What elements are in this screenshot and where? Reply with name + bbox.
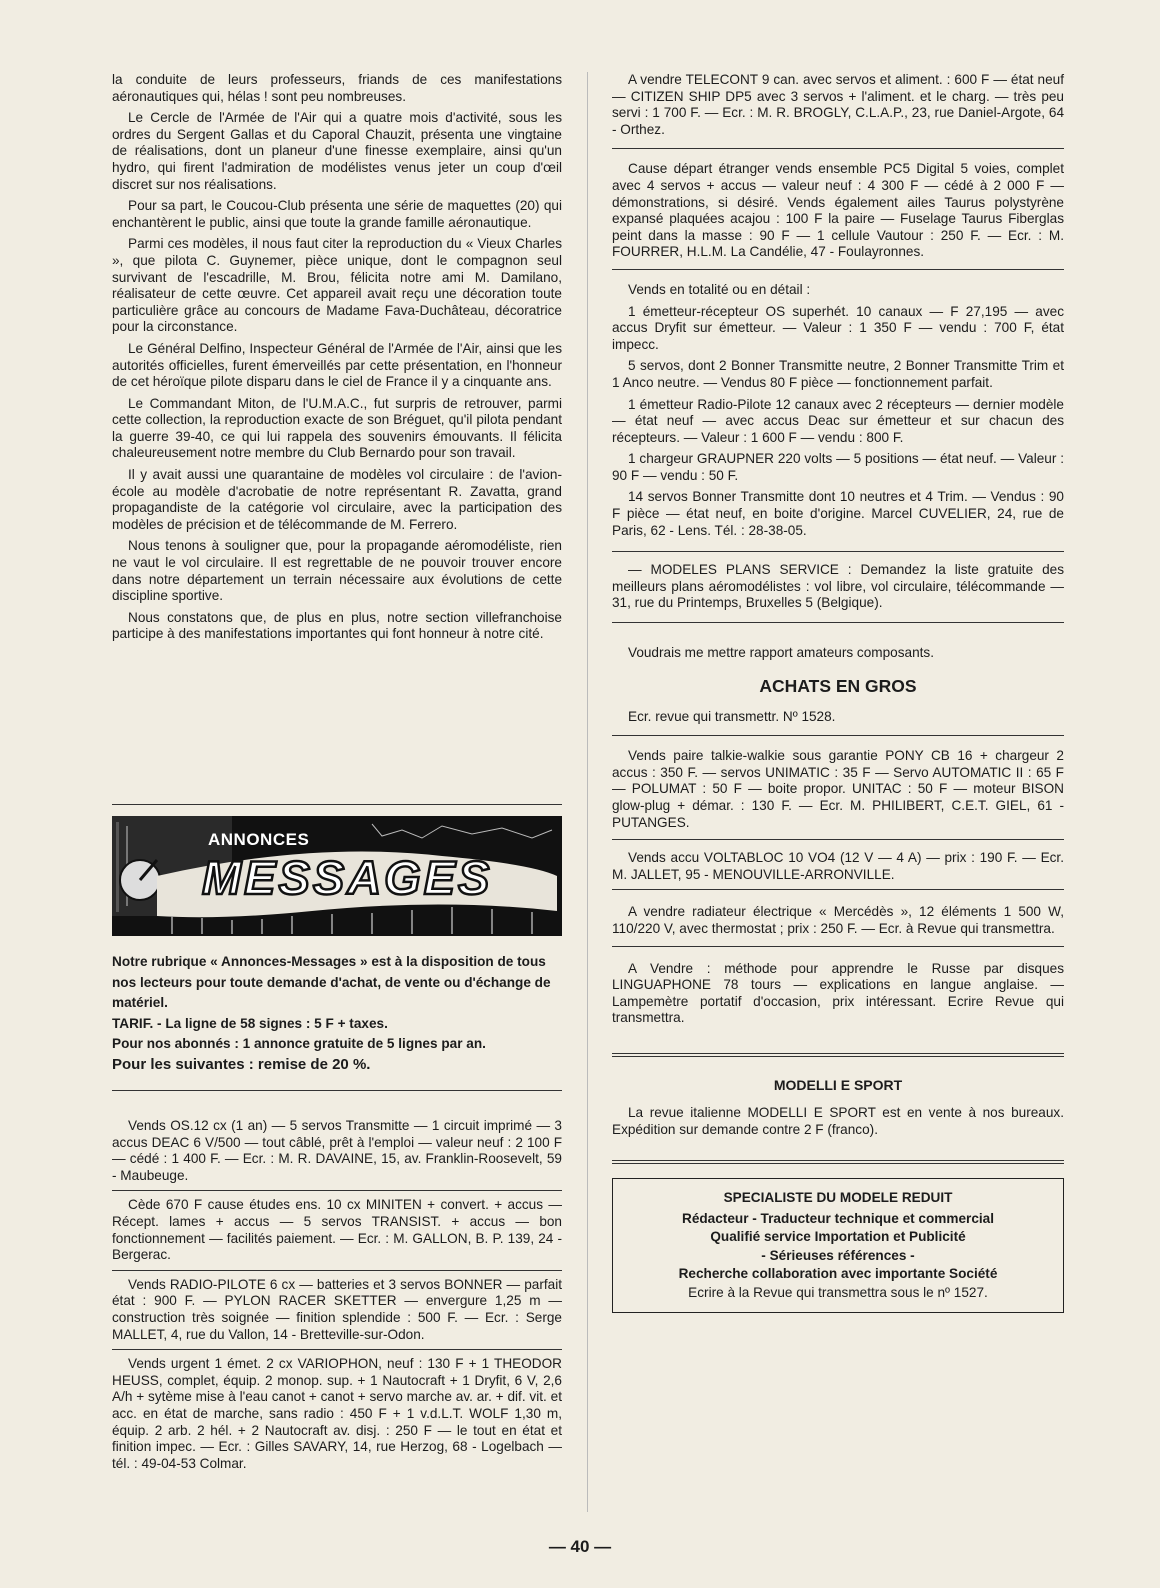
achats-en-gros-heading: ACHATS EN GROS [759, 675, 917, 696]
divider [612, 946, 1064, 947]
banner-big-title: MESSAGES [202, 851, 493, 904]
annonces-messages-banner [112, 816, 562, 936]
classified-ad: A Vendre : méthode pour apprendre le Russe par disques LINGUAPHONE 78 tours — explications en langue anglaise. — Lampemètre portatif d'occasion, prix intéressant. Ecrire Revue qui transmettra. [612, 960, 1064, 1026]
classified-ad: 1 émetteur-récepteur OS superhét. 10 canaux — F 27,195 — avec accus Dryfit sur émetteur. — Valeur : 1 350 F — vendu : 700 F, état impecc. [612, 303, 1064, 352]
article-paragraph: Parmi ces modèles, il nous faut citer la reproduction du « Vieux Charles », que pilota C. Guynemer, pièce unique, dont le compagnon seul survivant de l'escadrille, M. Brou, félicita notre ami M. Damilano, réalisateur de cette œuvre. Cet appareil avait reçu une décoration toute particulière grâce au concours de Madame Fava-Duchâteau, décoratrice pour la circonstance. [112, 236, 562, 335]
left-ads [112, 1118, 562, 1472]
classified-ad: A vendre TELECONT 9 can. avec servos et aliment. : 600 F — état neuf — CITIZEN SHIP DP5 avec 3 servos + l'aliment. et le charg. — très peu servi : 1 700 F. — Ecr. : M. R. BROGLY, C.L.A.P., 23, rue Daniel-Argote, 64 - Orthez. [612, 72, 1064, 137]
notice-tarif: TARIF. - La ligne de 58 signes : 5 F + taxes. [112, 1015, 388, 1031]
banner-small-title: ANNONCES [208, 830, 310, 849]
divider [112, 1349, 562, 1350]
classified-ad: Cède 670 F cause études ens. 10 cx MINITEN + convert. + accus — Récept. lames + accus — 5 servos TRANSIST. + accus — bon fonctionnement — facilités paiement. — Ecr. : M. GALLON, B. P. 139, 24 - Bergerac. [112, 1197, 562, 1263]
article-paragraph: Le Commandant Miton, de l'U.M.A.C., fut surpris de retrouver, parmi cette collection, la reproduction exacte de son Bréguet, qu'il pilota pendant la guerre 39-40, ce qui lui rappela des souvenirs émouvants. Il félicita chaleureusement notre membre du Club Bernardo pour son travail. [112, 395, 562, 461]
modelli-text: La revue italienne MODELLI E SPORT est en vente à nos bureaux. Expédition sur demande contre 2 F (franco). [612, 1104, 1064, 1137]
classified-ad: — MODELES PLANS SERVICE : Demandez la liste gratuite des meilleurs plans aéromodélistes : vol libre, vol circulaire, télécommande — 31, rue du Printemps, Bruxelles 5 (Belgique). [612, 562, 1064, 611]
notice-abonnes: Pour nos abonnés : 1 annonce gratuite de 5 lignes par an. [112, 1036, 486, 1051]
specialiste-box [612, 1178, 1064, 1313]
classified-ad: 14 servos Bonner Transmitte dont 10 neutres et 4 Trim. — Vendus : 90 F pièce — état neuf, en boite d'origine. Marcel CUVELIER, 24, rue de Paris, 62 - Lens. Tél. : 28-38-05. [612, 489, 1064, 538]
divider [112, 1270, 562, 1271]
divider [112, 804, 562, 805]
double-divider [612, 1053, 1064, 1057]
page-number: — 40 — [548, 1537, 612, 1556]
box-line: - Sérieuses références - [761, 1247, 915, 1263]
classified-ad: A vendre radiateur électrique « Mercédès », 12 éléments 1 500 W, 110/220 V, avec thermostat ; prix : 250 F. — Ecr. à Revue qui transmettra. [612, 904, 1064, 936]
double-divider [612, 1160, 1064, 1164]
modelli-heading: MODELLI E SPORT [773, 1076, 903, 1093]
article-paragraph: Le Cercle de l'Armée de l'Air qui a quatre mois d'activité, sous les ordres du Sergent Gallas et du Caporal Chauzit, présenta une vingtaine de réalisations, dont un planeur d'une finesse exemplaire, ainsi qu'un hydro, qui firent l'admiration de modélistes venus jeter un coup d'œil discret sur nos réalisations. [112, 110, 562, 192]
article-column [112, 72, 562, 643]
classified-ad-heading: Vends en totalité ou en détail : [628, 281, 811, 297]
classified-ad: Vends paire talkie-walkie sous garantie PONY CB 16 + chargeur 2 accus : 350 F. — servos UNIMATIC : 35 F — Servo AUTOMATIC II : 65 F — POLUMAT : 50 F — boite propor. UNITAC : 50 F — moteur BISON glow-plug + démar. : 130 F. — Ecr. M. PHILIBERT, C.E.T. GIEL, 61 - PUTANGES. [612, 748, 1064, 830]
divider [612, 839, 1064, 840]
column-separator [587, 72, 588, 1512]
divider [612, 148, 1064, 149]
box-line: Recherche collaboration avec importante Société [678, 1266, 998, 1282]
article-paragraph: Nous constatons que, de plus en plus, notre section villefranchoise participe à des manifestations importantes qui font honneur à notre cité. [112, 609, 562, 642]
classified-ad: 1 chargeur GRAUPNER 220 volts — 5 positions — état neuf. — Valeur : 90 F — vendu : 50 F. [612, 451, 1064, 483]
divider [112, 1090, 562, 1091]
divider [612, 622, 1064, 623]
divider [612, 551, 1064, 552]
classified-ad: 1 émetteur Radio-Pilote 12 canaux avec 2 récepteurs — dernier modèle — état neuf — avec accus Deac sur émetteur et sur chacun des récepteurs. — Valeur : 1 600 F — vendu : 800 F. [612, 396, 1064, 445]
divider [612, 269, 1064, 270]
classified-ad: Voudrais me mettre rapport amateurs composants. [628, 645, 934, 661]
classified-ad: Vends RADIO-PILOTE 6 cx — batteries et 3 servos BONNER — parfait état : 900 F. — PYLON RACER SKETTER — envergure 1,25 m — construction très soignée — finition splendide : 500 F. — Ecr. : Serge MALLET, 4, rue du Vallon, 14 - Bretteville-sur-Odon. [112, 1276, 562, 1342]
divider [112, 1190, 562, 1191]
box-line: Ecrire à la Revue qui transmettra sous le nº 1527. [688, 1284, 988, 1300]
classified-ad: 5 servos, dont 2 Bonner Transmitte neutre, 2 Bonner Transmitte Trim et 1 Anco neutre. — Vendus 80 F pièce — fonctionnement parfait. [612, 358, 1064, 390]
box-title: SPECIALISTE DU MODELE REDUIT [723, 1190, 953, 1206]
box-line: Qualifié service Importation et Publicité [710, 1229, 966, 1245]
classified-ad: Cause départ étranger vends ensemble PC5 Digital 5 voies, complet avec 4 servos + accus — valeur neuf : 4 300 F — cédé à 2 000 F — démonstrations, si désiré. Vends également ailes Taurus polystyrène expansé plaquées acajou : 100 F la paire — Fuselage Taurus Fiberglas peint dans la masse : 90 F — 1 cellule Vautour : 250 F. — Ecr. : M. FOURRER, H.L.M. La Candélie, 47 - Foulayronnes. [612, 161, 1064, 260]
box-line: Rédacteur - Traducteur technique et commercial [682, 1210, 994, 1226]
article-paragraph: Il y avait aussi une quarantaine de modèles vol circulaire : de l'avion-école au modèle d'acrobatie de notre représentant R. Zavatta, grand propagandiste de la catégorie vol circulaire, avec la participation des modèles de précision et de télécommande de M. Ferrero. [112, 467, 562, 532]
classified-ad: Vends urgent 1 émet. 2 cx VARIOPHON, neuf : 130 F + 1 THEODOR HEUSS, complet, équip. 2 monop. sup. + 1 Nautocraft + 1 Dryfit, 6 V, 2,6 A/h + sytème mise à l'eau canot + canot + servo marche av. ar. + dif. vit. et acc. en état de marche, sans radio : 450 F + 1 v.d.L.T. WOLF 1,30 m, équip. 2 arb. 2 hél. + 2 Nautocraft av. disj. : 250 F — le tout en état et finition impec. — Ecr. : Gilles SAVARY, 14, rue Herzog, 68 - Logelbach — tél. : 49-04-53 Colmar. [112, 1356, 562, 1471]
annonces-notice [112, 952, 562, 1075]
classified-ad: Ecr. revue qui transmettr. Nº 1528. [628, 708, 836, 724]
classifieds-column [612, 72, 1064, 1313]
classified-ad: Vends OS.12 cx (1 an) — 5 servos Transmitte — 1 circuit imprimé — 3 accus DEAC 6 V/500 — tout câblé, prêt à l'emploi — valeur neuf : 2 100 F — cédé : 1 400 F. — Ecr. : M. R. DAVAINE, 15, av. Franklin-Roosevelt, 59 - Maubeuge. [112, 1118, 562, 1183]
article-paragraph: Le Général Delfino, Inspecteur Général de l'Armée de l'Air, ainsi que les autorités officielles, furent émerveillés par cette présentation, en l'honneur de cet héroïque pilote disparu dans le ciel de France il y a cinquante ans. [112, 340, 562, 390]
notice-suivantes: Pour les suivantes : remise de 20 %. [112, 1055, 371, 1073]
article-paragraph: la conduite de leurs professeurs, friands de ces manifestations aéronautiques qui, hélas ! sont peu nombreuses. [112, 72, 562, 104]
divider [612, 889, 1064, 890]
divider [612, 735, 1064, 736]
article-paragraph: Nous tenons à souligner que, pour la propagande aéromodéliste, rien ne vaut le vol circulaire. Il est regrettable de ne pouvoir trouver encore dans notre département un terrain nécessaire aux évolutions de cette discipline sportive. [112, 538, 562, 604]
classified-ad: Vends accu VOLTABLOC 10 VO4 (12 V — 4 A) — prix : 190 F. — Ecr. M. JALLET, 95 - MENOUVILLE-ARRONVILLE. [612, 850, 1064, 882]
article-paragraph: Pour sa part, le Coucou-Club présenta une série de maquettes (20) qui enchantèrent le public, ainsi que toute la grande famille aéronautique. [112, 198, 562, 230]
notice-intro: Notre rubrique « Annonces-Messages » est à la disposition de tous nos lecteurs pour toute demande d'achat, de vente ou d'échange de matériel. [112, 954, 551, 1010]
